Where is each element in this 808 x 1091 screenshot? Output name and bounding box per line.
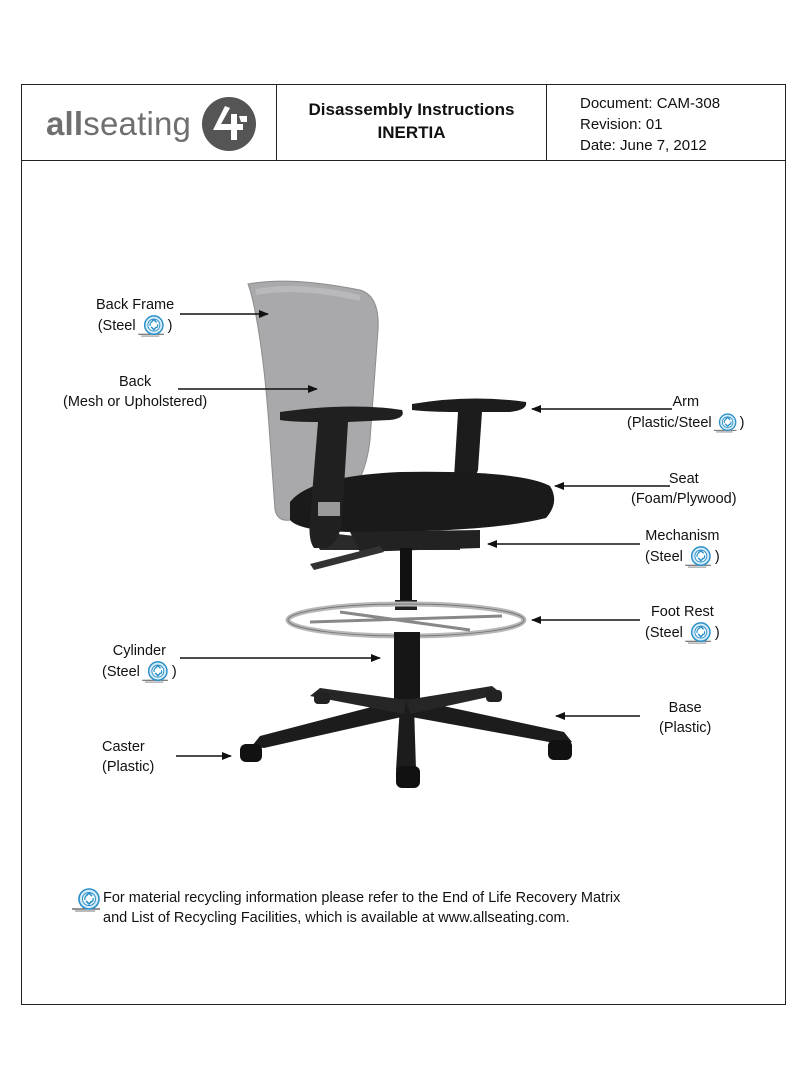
document-number: Document: CAM-308 — [580, 95, 721, 112]
title-line: Disassembly Instructions — [308, 100, 515, 119]
recycle-icon — [684, 546, 714, 568]
recycling-note: For material recycling information please refer to the End of Life Recovery Matrix and List of Recycling Facilities, which is available at www.allseating.com. — [70, 888, 620, 928]
label-arm: Arm (Plastic/Steel ) — [627, 392, 744, 434]
label-foot-rest: Foot Rest (Steel ) — [645, 602, 720, 644]
recycle-icon — [71, 888, 103, 912]
document-date: Date: June 7, 2012 — [580, 137, 707, 154]
logo-wordmark: allseating — [46, 105, 192, 142]
label-caster: Caster (Plastic) — [102, 739, 155, 775]
label-base: Base (Plastic) — [659, 700, 712, 736]
recycle-icon — [137, 315, 167, 337]
revision-number: Revision: 01 — [580, 116, 663, 133]
product-name: INERTIA — [377, 123, 446, 142]
recycle-icon — [713, 412, 739, 434]
label-back-frame: Back Frame (Steel ) — [96, 295, 174, 337]
label-cylinder: Cylinder (Steel ) — [102, 641, 177, 683]
label-back: Back (Mesh or Upholstered) — [63, 374, 208, 410]
recycle-icon — [141, 661, 171, 683]
recycle-icon — [684, 622, 714, 644]
label-mechanism: Mechanism (Steel ) — [645, 526, 720, 568]
label-seat: Seat (Foam/Plywood) — [631, 471, 737, 507]
